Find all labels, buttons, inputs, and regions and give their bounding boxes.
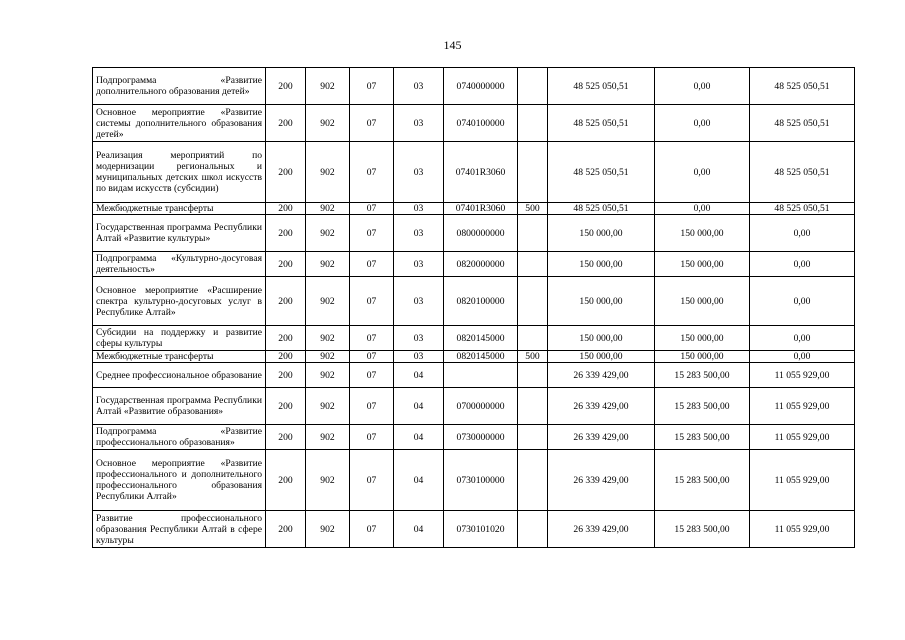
row-name: Подпрограмма «Развитие профессионального образования» (93, 425, 266, 450)
section-code: 07 (350, 351, 394, 363)
target-article: 0820000000 (444, 252, 518, 277)
ministry-code: 902 (306, 363, 350, 388)
code-1: 200 (266, 215, 306, 252)
amount-federal: 15 283 500,00 (655, 363, 750, 388)
table-row (93, 511, 855, 548)
code-1: 200 (266, 68, 306, 105)
table-row (93, 425, 855, 450)
subsection-code: 04 (394, 511, 444, 548)
subsection-code: 04 (394, 450, 444, 511)
ministry-code: 902 (306, 326, 350, 351)
target-article: 0700000000 (444, 388, 518, 425)
expense-type (518, 105, 548, 142)
code-1: 200 (266, 203, 306, 215)
amount-federal: 0,00 (655, 203, 750, 215)
amount-regional: 48 525 050,51 (750, 105, 855, 142)
amount-federal: 15 283 500,00 (655, 388, 750, 425)
table-row (93, 351, 855, 363)
ministry-code: 902 (306, 450, 350, 511)
row-name: Межбюджетные трансферты (93, 203, 266, 215)
amount-total: 26 339 429,00 (548, 425, 655, 450)
section-code: 07 (350, 363, 394, 388)
target-article: 0820145000 (444, 326, 518, 351)
target-article: 0800000000 (444, 215, 518, 252)
target-article: 0730100000 (444, 450, 518, 511)
section-code: 07 (350, 215, 394, 252)
amount-total: 150 000,00 (548, 215, 655, 252)
amount-total: 150 000,00 (548, 252, 655, 277)
amount-total: 26 339 429,00 (548, 450, 655, 511)
subsection-code: 03 (394, 68, 444, 105)
code-1: 200 (266, 425, 306, 450)
target-article: 0740100000 (444, 105, 518, 142)
table-row (93, 68, 855, 105)
subsection-code: 03 (394, 203, 444, 215)
ministry-code: 902 (306, 215, 350, 252)
expense-type (518, 68, 548, 105)
amount-total: 48 525 050,51 (548, 105, 655, 142)
amount-regional: 0,00 (750, 277, 855, 326)
section-code: 07 (350, 388, 394, 425)
ministry-code: 902 (306, 388, 350, 425)
table-row (93, 252, 855, 277)
amount-regional: 11 055 929,00 (750, 511, 855, 548)
row-name: Государственная программа Республики Алтай «Развитие образования» (93, 388, 266, 425)
expense-type (518, 425, 548, 450)
budget-table (92, 67, 855, 548)
amount-regional: 0,00 (750, 215, 855, 252)
amount-regional: 48 525 050,51 (750, 68, 855, 105)
ministry-code: 902 (306, 511, 350, 548)
amount-total: 48 525 050,51 (548, 203, 655, 215)
code-1: 200 (266, 388, 306, 425)
row-name: Подпрограмма «Развитие дополнительного образования детей» (93, 68, 266, 105)
table-row (93, 388, 855, 425)
table-row (93, 450, 855, 511)
amount-regional: 11 055 929,00 (750, 363, 855, 388)
table-row (93, 215, 855, 252)
subsection-code: 03 (394, 142, 444, 203)
amount-regional: 0,00 (750, 351, 855, 363)
section-code: 07 (350, 277, 394, 326)
section-code: 07 (350, 142, 394, 203)
amount-total: 150 000,00 (548, 277, 655, 326)
expense-type (518, 511, 548, 548)
amount-regional: 0,00 (750, 252, 855, 277)
expense-type (518, 326, 548, 351)
code-1: 200 (266, 277, 306, 326)
amount-total: 48 525 050,51 (548, 68, 655, 105)
code-1: 200 (266, 105, 306, 142)
row-name: Среднее профессиональное образование (93, 363, 266, 388)
subsection-code: 03 (394, 252, 444, 277)
amount-regional: 48 525 050,51 (750, 203, 855, 215)
expense-type (518, 142, 548, 203)
ministry-code: 902 (306, 277, 350, 326)
expense-type (518, 450, 548, 511)
amount-federal: 150 000,00 (655, 326, 750, 351)
expense-type: 500 (518, 351, 548, 363)
amount-total: 150 000,00 (548, 326, 655, 351)
section-code: 07 (350, 326, 394, 351)
amount-federal: 150 000,00 (655, 277, 750, 326)
target-article: 0730000000 (444, 425, 518, 450)
amount-federal: 0,00 (655, 68, 750, 105)
section-code: 07 (350, 105, 394, 142)
amount-federal: 15 283 500,00 (655, 425, 750, 450)
expense-type (518, 215, 548, 252)
row-name: Основное мероприятие «Расширение спектра культурно-досуговых услуг в Республике Алтай» (93, 277, 266, 326)
row-name: Основное мероприятие «Развитие профессионального и дополнительного профессионального образования Республики Алтай» (93, 450, 266, 511)
target-article: 07401R3060 (444, 203, 518, 215)
code-1: 200 (266, 326, 306, 351)
amount-federal: 0,00 (655, 105, 750, 142)
expense-type (518, 277, 548, 326)
amount-regional: 11 055 929,00 (750, 388, 855, 425)
amount-federal: 15 283 500,00 (655, 511, 750, 548)
code-1: 200 (266, 252, 306, 277)
expense-type: 500 (518, 203, 548, 215)
subsection-code: 04 (394, 363, 444, 388)
ministry-code: 902 (306, 252, 350, 277)
target-article: 07401R3060 (444, 142, 518, 203)
section-code: 07 (350, 203, 394, 215)
row-name: Развитие профессионального образования Республики Алтай в сфере культуры (93, 511, 266, 548)
table-row (93, 277, 855, 326)
row-name: Субсидии на поддержку и развитие сферы культуры (93, 326, 266, 351)
row-name: Реализация мероприятий по модернизации региональных и муниципальных детских школ искусств по видам искусств (субсидии) (93, 142, 266, 203)
section-code: 07 (350, 450, 394, 511)
target-article (444, 363, 518, 388)
target-article: 0820100000 (444, 277, 518, 326)
ministry-code: 902 (306, 351, 350, 363)
section-code: 07 (350, 252, 394, 277)
subsection-code: 03 (394, 326, 444, 351)
subsection-code: 03 (394, 105, 444, 142)
amount-regional: 11 055 929,00 (750, 450, 855, 511)
section-code: 07 (350, 68, 394, 105)
table-row (93, 105, 855, 142)
section-code: 07 (350, 425, 394, 450)
ministry-code: 902 (306, 105, 350, 142)
section-code: 07 (350, 511, 394, 548)
amount-federal: 150 000,00 (655, 351, 750, 363)
amount-total: 26 339 429,00 (548, 363, 655, 388)
ministry-code: 902 (306, 425, 350, 450)
amount-regional: 11 055 929,00 (750, 425, 855, 450)
row-name: Межбюджетные трансферты (93, 351, 266, 363)
table-row (93, 363, 855, 388)
table-row (93, 142, 855, 203)
target-article: 0730101020 (444, 511, 518, 548)
ministry-code: 902 (306, 142, 350, 203)
amount-regional: 0,00 (750, 326, 855, 351)
amount-total: 26 339 429,00 (548, 511, 655, 548)
expense-type (518, 388, 548, 425)
table-row (93, 203, 855, 215)
table-row (93, 326, 855, 351)
amount-federal: 150 000,00 (655, 215, 750, 252)
subsection-code: 03 (394, 351, 444, 363)
amount-total: 150 000,00 (548, 351, 655, 363)
amount-total: 26 339 429,00 (548, 388, 655, 425)
code-1: 200 (266, 142, 306, 203)
amount-federal: 15 283 500,00 (655, 450, 750, 511)
ministry-code: 902 (306, 203, 350, 215)
amount-total: 48 525 050,51 (548, 142, 655, 203)
table-body (93, 68, 855, 548)
ministry-code: 902 (306, 68, 350, 105)
subsection-code: 03 (394, 277, 444, 326)
code-1: 200 (266, 351, 306, 363)
row-name: Основное мероприятие «Развитие системы дополнительного образования детей» (93, 105, 266, 142)
subsection-code: 04 (394, 388, 444, 425)
row-name: Государственная программа Республики Алтай «Развитие культуры» (93, 215, 266, 252)
code-1: 200 (266, 363, 306, 388)
expense-type (518, 363, 548, 388)
amount-federal: 0,00 (655, 142, 750, 203)
subsection-code: 04 (394, 425, 444, 450)
amount-federal: 150 000,00 (655, 252, 750, 277)
row-name: Подпрограмма «Культурно-досуговая деятельность» (93, 252, 266, 277)
code-1: 200 (266, 450, 306, 511)
code-1: 200 (266, 511, 306, 548)
expense-type (518, 252, 548, 277)
target-article: 0820145000 (444, 351, 518, 363)
amount-regional: 48 525 050,51 (750, 142, 855, 203)
target-article: 0740000000 (444, 68, 518, 105)
subsection-code: 03 (394, 215, 444, 252)
page-number: 145 (443, 38, 462, 52)
